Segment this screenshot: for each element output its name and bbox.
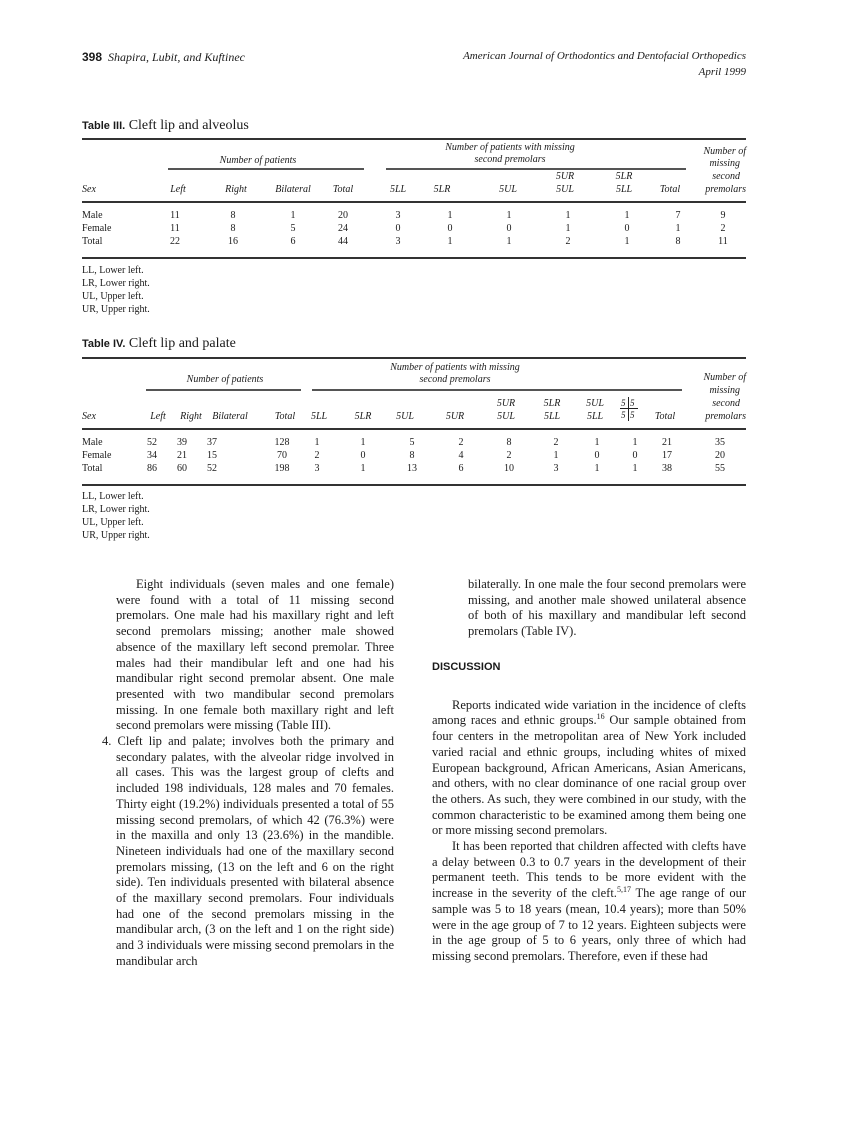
table-4-col-5lr: 5LR — [354, 411, 372, 422]
table-3-col-left: Left — [170, 184, 186, 195]
cell: 3 — [314, 463, 320, 474]
cell: 44 — [338, 236, 348, 247]
note: UR, Upper right. — [82, 304, 150, 315]
cell: 16 — [228, 236, 238, 247]
table-3-group-missing-2: second premolars — [474, 154, 546, 165]
table-3-col-5ur-bottom: 5UL — [556, 184, 574, 195]
cell: 0 — [632, 450, 638, 461]
cell: 21 — [177, 450, 187, 461]
row-label: Female — [82, 450, 112, 461]
table-3-subrule-missing — [386, 168, 686, 170]
table-3-col-5lr-top: 5LR — [615, 171, 633, 182]
table-4-col-bilateral: Bilateral — [212, 411, 248, 422]
row-label: Female — [82, 223, 112, 234]
table-4-col-a-bottom: 5UL — [497, 411, 515, 422]
quad-lr: 5 — [630, 410, 635, 420]
table-4-bottom-rule — [82, 484, 746, 486]
cell: 0 — [360, 450, 366, 461]
cell: 1 — [553, 450, 559, 461]
cell: 2 — [458, 437, 464, 448]
table-3-last-h3: second — [712, 171, 740, 182]
journal-title: American Journal of Orthodontics and Dentofacial Orthopedics — [463, 50, 746, 62]
cell: 2 — [553, 437, 559, 448]
table-4-last-h3: second — [712, 398, 740, 409]
cell: 3 — [395, 210, 401, 221]
row-label: Total — [82, 236, 103, 247]
cell: 11 — [718, 236, 728, 247]
text: Our sample obtained from four centers in the metropolitan area of New York included varied racial and ethnic groups, including whites of mixed European background, African Americans, Asian Americans, and others, with no clear dominance of one racial group over the others. As such, they were combined in our study, with the common characteristic to be examined among them being one or more missing second premolars. — [432, 713, 746, 838]
table-4-col-left: Left — [150, 411, 166, 422]
row-label: Total — [82, 463, 103, 474]
paragraph-results-table3: Eight individuals (seven males and one female) were found with a total of 11 missing second premolars. One male had his maxillary right and left second premolars missing; another male showed absence of the maxillary left second premolar. Three males had their mandibular left and one had his mandibular right second premolar absent. One male presented with two mandibular second premolars missing. In one female both maxillary right and left second premolars were missing (Table III). — [116, 577, 394, 733]
table-4-col-b-top: 5LR — [543, 398, 561, 409]
cell: 1 — [594, 437, 600, 448]
note: UL, Upper left. — [82, 517, 144, 528]
table-3-col-5lr-bottom: 5LL — [615, 184, 633, 195]
cell: 39 — [177, 437, 187, 448]
cell: 52 — [147, 437, 157, 448]
table-4-subrule-patients — [146, 389, 301, 391]
table-4-col-5ur: 5UR — [445, 411, 465, 422]
table-3-col-5ur-top: 5UR — [555, 171, 575, 182]
cell: 2 — [314, 450, 320, 461]
note: LR, Lower right. — [82, 278, 150, 289]
cell: 1 — [565, 210, 571, 221]
cell: 8 — [506, 437, 512, 448]
cell: 10 — [504, 463, 514, 474]
issue-date: April 1999 — [698, 66, 746, 78]
cell: 24 — [338, 223, 348, 234]
discussion-heading: DISCUSSION — [432, 661, 501, 673]
quad-ll: 5 — [621, 410, 626, 420]
cell: 1 — [447, 236, 453, 247]
running-header — [82, 50, 746, 90]
running-authors: Shapira, Lubit, and Kuftinec — [108, 50, 246, 64]
paragraph-discussion-1 — [432, 698, 746, 839]
cell: 70 — [277, 450, 287, 461]
table-4-col-sex: Sex — [82, 411, 96, 422]
cell: 1 — [624, 236, 630, 247]
cell: 1 — [632, 463, 638, 474]
table-4-last-h2: missing — [709, 385, 740, 396]
table-3-group-patients: Number of patients — [219, 155, 297, 166]
note: LL, Lower left. — [82, 265, 144, 276]
cell: 198 — [274, 463, 290, 474]
cell: 11 — [170, 223, 180, 234]
cell: 35 — [715, 437, 725, 448]
cell: 0 — [395, 223, 401, 234]
cell: 17 — [662, 450, 672, 461]
cell: 2 — [565, 236, 571, 247]
right-column — [468, 577, 746, 640]
cell: 2 — [720, 223, 726, 234]
table-4-header-rule — [82, 428, 746, 430]
table-3-col-5lr: 5LR — [433, 184, 451, 195]
cell: 9 — [720, 210, 726, 221]
text: It has been reported that children affected with clefts have a delay between 0.3 to 0.7 years in the development of their permanent teeth. This tends to be more evident with the increase in the severity of the cleft. — [432, 839, 746, 901]
cell: 55 — [715, 463, 725, 474]
paragraph-discussion-2 — [432, 839, 746, 965]
table-3-last-h4: premolars — [705, 184, 746, 195]
cell: 38 — [662, 463, 672, 474]
table-4-col-b-bottom: 5LL — [543, 411, 561, 422]
row-label: Male — [82, 210, 103, 221]
cell: 0 — [624, 223, 630, 234]
cell: 3 — [395, 236, 401, 247]
table-3-notes — [82, 264, 150, 316]
cell: 2 — [506, 450, 512, 461]
table-3-col-total-missing: Total — [659, 184, 681, 195]
cell: 1 — [632, 437, 638, 448]
table-4-label: Table IV. — [82, 338, 126, 350]
cell: 1 — [675, 223, 681, 234]
table-4-title — [82, 336, 236, 352]
note: LL, Lower left. — [82, 491, 144, 502]
cell: 34 — [147, 450, 157, 461]
cell: 22 — [170, 236, 180, 247]
quadrant-symbol-icon — [620, 397, 638, 421]
table-4-col-5ll: 5LL — [310, 411, 328, 422]
cell: 128 — [274, 437, 290, 448]
note: UL, Upper left. — [82, 291, 144, 302]
cell: 60 — [177, 463, 187, 474]
cell: 86 — [147, 463, 157, 474]
table-4-col-quadrant — [619, 397, 639, 425]
table-3-caption: Cleft lip and alveolus — [125, 118, 249, 133]
cell: 0 — [506, 223, 512, 234]
table-4-col-total-missing: Total — [654, 411, 676, 422]
table-4-notes — [82, 490, 150, 542]
table-4-last-h4: premolars — [705, 411, 746, 422]
table-3-top-rule — [82, 138, 746, 140]
cell: 1 — [624, 210, 630, 221]
text: Reports indicated wide variation in the incidence of clefts among races and ethnic groups. — [432, 697, 746, 728]
table-3-header-rule — [82, 201, 746, 203]
cell: 0 — [594, 450, 600, 461]
cell: 20 — [715, 450, 725, 461]
left-column — [102, 577, 394, 970]
list-item-cleft-lip-palate: 4. Cleft lip and palate; involves both the primary and secondary palates, with the alveolar ridge involved in all cases. This was the largest group of clefts and included 198 individuals, 128 males and 70 females. Thirty eight (19.2%) individuals presented a total of 55 missing second premolars, of which 42 (76.3%) were in the maxilla and only 13 (23.6%) in the mandible. Nineteen individuals had one of the maxillary second premolars missing, (13 on the left and 6 on the right side). Ten individuals presented with bilateral absence of the maxillary second premolars. Four individuals had one of the second premolars missing in the mandibular arch, (3 on the left and 1 on the right side) and 3 individuals were missing second premolars in the mandibular arch — [102, 734, 394, 968]
cell: 21 — [662, 437, 672, 448]
note: LR, Lower right. — [82, 504, 150, 515]
cell: 3 — [553, 463, 559, 474]
citation: 16 — [596, 712, 605, 722]
table-4-group-missing-1: Number of patients with missing — [390, 362, 520, 373]
table-4-subrule-missing — [312, 389, 682, 391]
cell: 4 — [458, 450, 464, 461]
table-4-col-right: Right — [180, 411, 202, 422]
table-3-title — [82, 118, 249, 134]
row-label: Male — [82, 437, 103, 448]
cell: 7 — [675, 210, 681, 221]
table-3-col-5ll: 5LL — [389, 184, 407, 195]
cell: 11 — [170, 210, 180, 221]
table-3-group-missing-1: Number of patients with missing — [445, 142, 575, 153]
cell: 1 — [360, 437, 366, 448]
cell: 1 — [314, 437, 320, 448]
cell: 8 — [230, 223, 236, 234]
table-4-col-c-bottom: 5LL — [586, 411, 604, 422]
table-3-col-right: Right — [225, 184, 247, 195]
table-4-group-patients: Number of patients — [186, 374, 264, 385]
cell: 37 — [207, 437, 217, 448]
cell: 1 — [290, 210, 296, 221]
text: The age range of our sample was 5 to 18 years (mean, 10.4 years); more than 50% were in the age group of 7 to 12 years. Eighteen subjects were in the age group of 5 to 6 years, only three of which had missing second premolars. Therefore, even if these had — [432, 886, 746, 963]
cell: 0 — [447, 223, 453, 234]
cell: 15 — [207, 450, 217, 461]
table-3-last-h2: missing — [709, 158, 740, 169]
cell: 6 — [458, 463, 464, 474]
quad-ul: 5 — [621, 398, 626, 408]
cell: 5 — [409, 437, 415, 448]
table-3-label: Table III. — [82, 120, 126, 132]
cell: 6 — [290, 236, 296, 247]
cell: 8 — [409, 450, 415, 461]
cell: 8 — [230, 210, 236, 221]
cell: 13 — [407, 463, 417, 474]
table-4-col-total: Total — [274, 411, 296, 422]
table-4-col-a-top: 5UR — [496, 398, 516, 409]
cell: 1 — [594, 463, 600, 474]
quad-ur: 5 — [630, 398, 635, 408]
table-3-bottom-rule — [82, 257, 746, 259]
citation: 5,17 — [616, 884, 631, 894]
cell: 1 — [360, 463, 366, 474]
table-4-col-c-top: 5UL — [586, 398, 604, 409]
table-3-col-sex: Sex — [82, 184, 96, 195]
table-4-caption: Cleft lip and palate — [125, 336, 236, 351]
cell: 1 — [447, 210, 453, 221]
note: UR, Upper right. — [82, 530, 150, 541]
table-3-col-5ul: 5UL — [499, 184, 517, 195]
cell: 8 — [675, 236, 681, 247]
page-number: 398 — [82, 50, 103, 64]
cell: 1 — [565, 223, 571, 234]
discussion-section — [432, 644, 746, 965]
table-4-col-5ul: 5UL — [396, 411, 414, 422]
paragraph-results-table4: bilaterally. In one male the four second premolars were missing, and another male showed unilateral absence of both of his maxillary and mandibular left second premolars (Table IV). — [468, 577, 746, 639]
table-3-last-h1: Number of — [703, 146, 746, 157]
table-4-group-missing-2: second premolars — [419, 374, 491, 385]
table-3-subrule-patients — [168, 168, 364, 170]
table-4-last-h1: Number of — [703, 372, 746, 383]
cell: 20 — [338, 210, 348, 221]
cell: 5 — [290, 223, 296, 234]
cell: 52 — [207, 463, 217, 474]
cell: 1 — [506, 236, 512, 247]
table-4-top-rule — [82, 357, 746, 359]
table-3-col-total: Total — [332, 184, 354, 195]
table-3-col-bilateral: Bilateral — [275, 184, 311, 195]
cell: 1 — [506, 210, 512, 221]
